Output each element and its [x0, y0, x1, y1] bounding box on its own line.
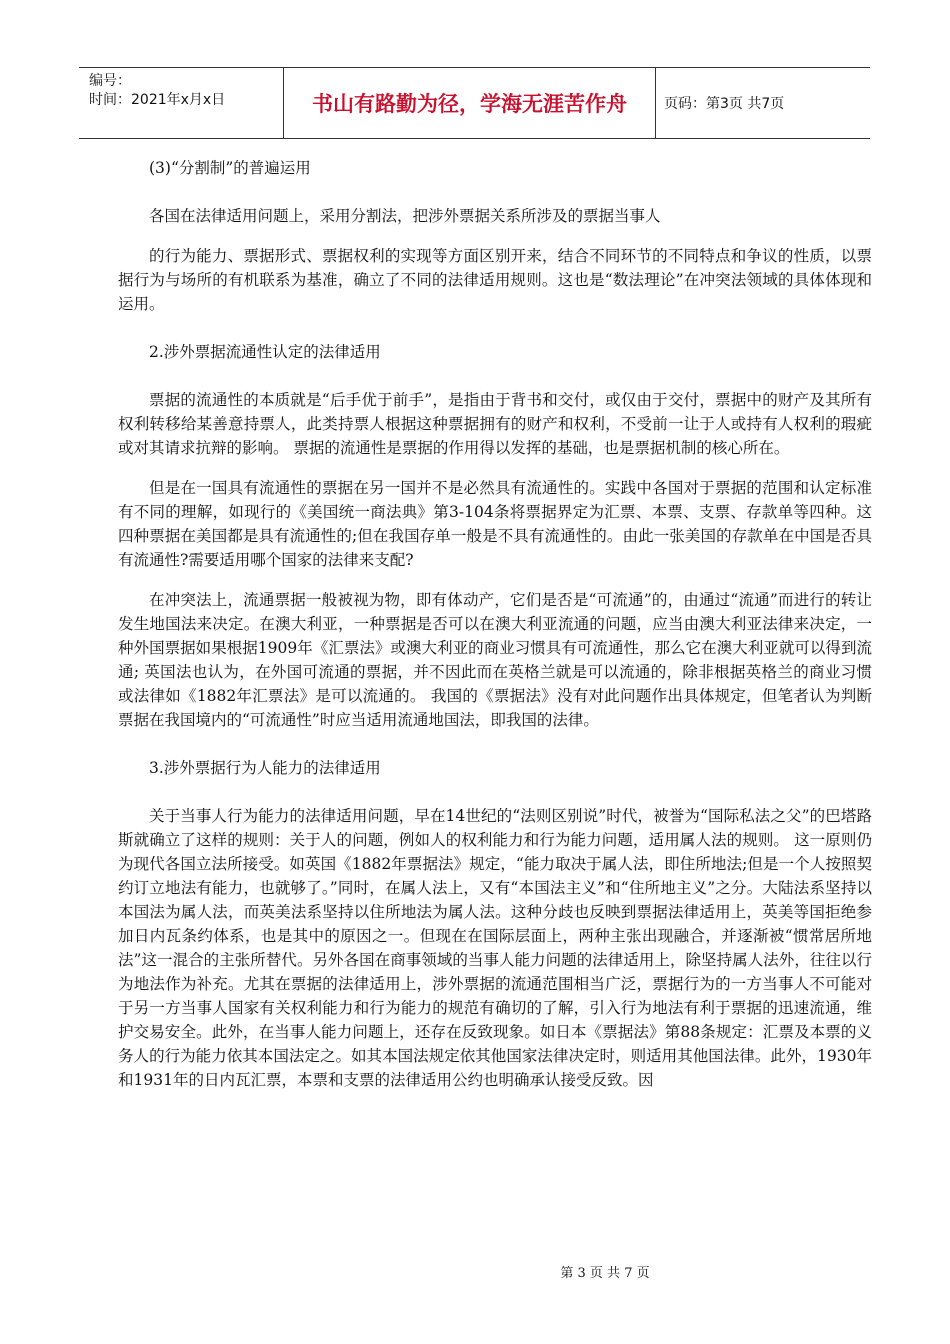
- section-heading-3: 3.涉外票据行为人能力的法律适用: [149, 759, 381, 777]
- paragraph-4: 但是在一国具有流通性的票据在另一国并不是必然具有流通性的。实践中各国对于票据的范围和认定标准有不同的理解，如现行的《美国统一商法典》第3-104条将票据界定为汇票、本票、支票、存款单等四种。这四种票据在美国都是具有流通性的;但在我国存单一般是不具有流通性的。由此一张美国的存款单在中国是否具有流通性?需要适用哪个国家的法律来支配?: [118, 479, 872, 569]
- header-meta: [79, 68, 284, 138]
- paragraph-6: 关于当事人行为能力的法律适用问题，早在14世纪的“法则区别说”时代，被誉为“国际私法之父”的巴塔路斯就确立了这样的规则：关于人的问题，例如人的权利能力和行为能力问题，适用属人法的规则。 这一原则仍为现代各国立法所接受。如英国《1882年票据法》规定，“能力取决于属人法，即住所地法;但是一个人按照契约订立地法有能力，也就够了。”同时，在属人法上，又有“本国法主义”和“住所地主义”之分。大陆法系坚持以本国法为属人法，而英美法系坚持以住所地法为属人法。这种分歧也反映到票据法律适用上，英美等国拒绝参加日内瓦条约体系，也是其中的原因之一。但现在在国际层面上，两种主张出现融合，并逐渐被“惯常居所地法”这一混合的主张所替代。另外各国在商事领域的当事人能力问题的法律适用上，除坚持属人法外，往往以行为地法作为补充。尤其在票据的法律适用上，涉外票据的流通范围相当广泛，票据行为的一方当事人不可能对于另一方当事人国家有关权利能力和行为能力的规范有确切的了解，引入行为地法有利于票据的迅速流通，维护交易安全。此外，在当事人能力问题上，还存在反致现象。如日本《票据法》第88条规定：汇票及本票的义务人的行为能力依其本国法定之。如其本国法规定依其他国家法律决定时，则适用其他国法律。此外，1930年和1931年的日内瓦汇票，本票和支票的法律适用公约也明确承认接受反致。因: [118, 807, 872, 1089]
- paragraph-3: 票据的流通性的本质就是“后手优于前手”，是指由于背书和交付，或仅由于交付，票据中的财产及其所有权利转移给某善意持票人，此类持票人根据这种票据拥有的财产和权利，不受前一让于人或持有人权利的瑕疵或对其请求抗辩的影响。 票据的流通性是票据的作用得以发挥的基础，也是票据机制的核心所在。: [118, 391, 872, 457]
- page-footer: 第 3 页 共 7 页: [560, 1266, 650, 1281]
- date-label: 时间：2021年x月x日: [89, 92, 226, 108]
- paragraph-2: 的行为能力、票据形式、票据权利的实现等方面区别开来，结合不同环节的不同特点和争议的性质，以票据行为与场所的有机联系为基准，确立了不同的法律适用规则。这也是“数法理论”在冲突法领域的具体体现和运用。: [118, 247, 872, 313]
- paragraph-5: 在冲突法上，流通票据一般被视为物，即有体动产，它们是否是“可流通”的，由通过“流通”而进行的转让发生地国法来决定。在澳大利亚，一种票据是否可以在澳大利亚流通的问题，应当由澳大利亚法律来决定，一种外国票据如果根据1909年《汇票法》或澳大利亚的商业习惯具有可流通性，那么它在澳大利亚就可以得到流通; 英国法也认为，在外国可流通的票据，并不因此而在英格兰就是可以流通的，除非根据英格兰的商业习惯或法律如《1882年汇票法》是可以流通的。 我国的《票据法》没有对此问题作出具体规定，但笔者认为判断票据在我国境内的“可流通性”时应当适用流通地国法，即我国的法律。: [118, 591, 872, 729]
- paragraph-1: 各国在法律适用问题上，采用分割法，把涉外票据关系所涉及的票据当事人: [149, 207, 661, 225]
- document-body: [118, 150, 872, 1092]
- header-page-label: 页码：第3页 共7页: [664, 96, 785, 112]
- page-header: [79, 67, 870, 139]
- header-motto: 书山有路勤为径，学海无涯苦作舟: [284, 68, 656, 138]
- section-heading-1: (3)“分割制”的普遍运用: [149, 159, 311, 177]
- section-heading-2: 2.涉外票据流通性认定的法律适用: [149, 343, 381, 361]
- number-label: 编号：: [89, 73, 131, 89]
